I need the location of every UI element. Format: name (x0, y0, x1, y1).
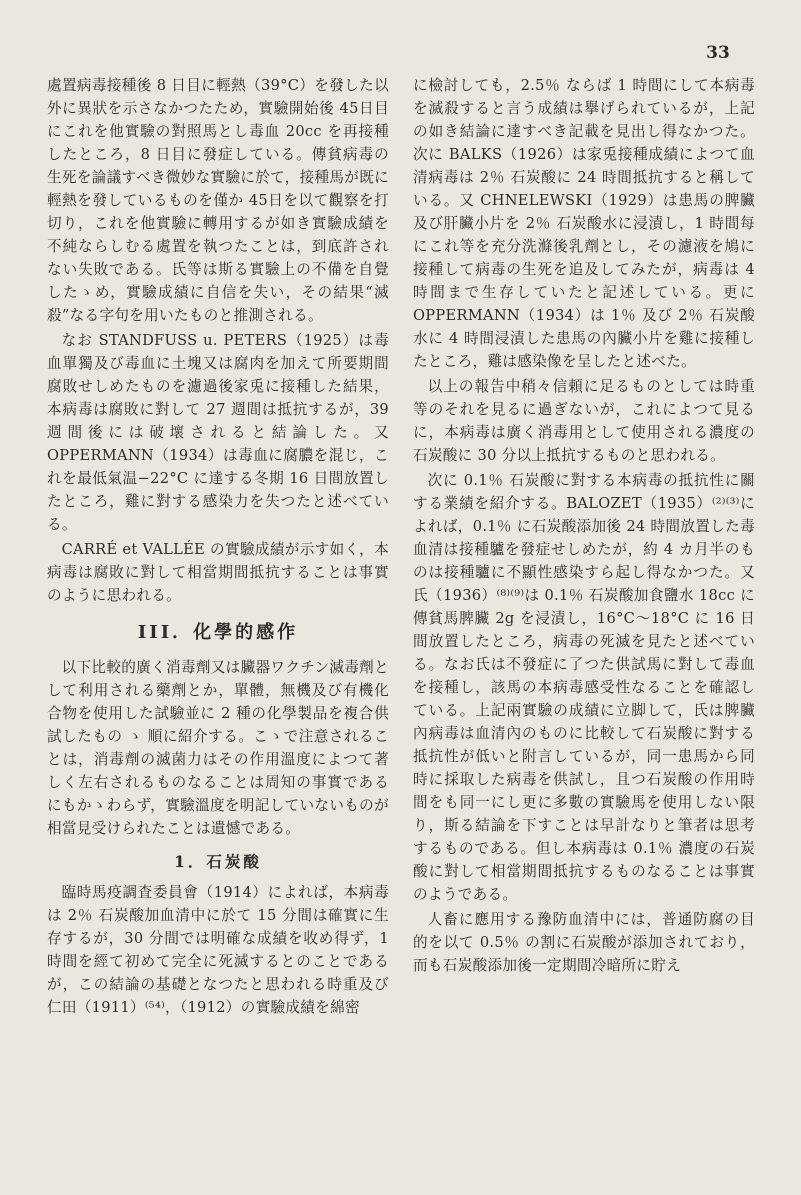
paragraph: なお STANDFUSS u. PETERS（1925）は毒血單獨及び毒血に土塊又は腐肉を加えて所要期間腐敗せしめたものを濾過後家兎に接種した結果，本病毒は腐敗に對して 27 週間は抵抗するが，39 週間後には破壞されると結論した。又 OPPERMANN（1934）は毒血に腐膿を混じ，これを最低氣温−22°C に達する冬期 16 日間放置したところ，雞に對する感染力を失つたと述べている。 (47, 332, 389, 533)
paragraph: 處置病毒接種後 8 日目に輕熱（39°C）を發した以外に異狀を示さなかつたため，實驗開始後 45日目にこれを他實驗の對照馬とし毒血 20cc を再接種したところ，8 日目に發症している。傳貧病毒の生死を論議すべき微妙な實驗に於て，接種馬が既に輕熱を發しているものを僅か 45日を以て觀察を打切り，これを他實驗に轉用するが如き實驗成績を不純ならしむる處置を執つたことは，到底許されない失敗である。氏等は斯る實驗上の不備を自覺したゝめ，實驗成績に自信を失い，その結果“滅殺”なる字句を用いたものと推測される。 (47, 77, 389, 324)
paragraph: 臨時馬疫調査委員會（1914）によれば，本病毒は 2％ 石炭酸加血清中に於て 15 分間は確實に生存するが，30 分間では明確な成績を收め得ず，1 時間を經て初めて完全に死滅するとのことであるが，この結論の基礎となつたと思われる時重及び仁田（1911）⁽⁵⁴⁾，（1912）の實驗成績を綿密 (47, 884, 389, 1016)
paragraph: 以上の報告中稍々信頼に足るものとしては時重等のそれを見るに過ぎないが，これによつて見るに，本病毒は廣く消毒用として使用される濃度の石炭酸に 30 分以上抵抗するものと思われる。 (413, 378, 755, 464)
right-column (413, 74, 755, 977)
page-number: 33 (706, 43, 730, 63)
paragraph: CARRÉ et VALLÉE の實驗成績が示す如く，本病毒は腐敗に對して相當期間抵抗することは事實のように思われる。 (47, 541, 389, 604)
paragraph: 人畜に應用する豫防血清中には，普通防腐の目的を以て 0.5％ の割に石炭酸が添加されており，而も石炭酸添加後一定期間冷暗所に貯え (413, 911, 755, 974)
left-column (47, 74, 389, 1019)
subsection-heading: 1．石炭酸 (174, 852, 262, 871)
paragraph: に檢討しても，2.5％ ならば 1 時間にして本病毒を滅殺すると言う成績は擧げられているが，上記の如き結論に達すべき記載を見出し得なかつた。次に BALKS（1926）は家兎接種成績によつて血清病毒は 2％ 石炭酸に 24 時間抵抗すると稱している。又 CHNELEWSKI（1929）は患馬の脾臟及び肝臟小片を 2％ 石炭酸水に浸漬し，1 時間每にこれ等を充分洗滌後乳劑とし，その濾液を鳩に接種して病毒の生死を追及してみたが，病毒は 4 時間まで生存していたと記述している。更に OPPERMANN（1934）は 1％ 及び 2％ 石炭酸水に 4 時間浸漬した患馬の內臟小片を雞に接種したところ，雞は感染像を呈したと述べた。 (413, 77, 755, 370)
paragraph: 次に 0.1％ 石炭酸に對する本病毒の抵抗性に關する業績を紹介する。BALOZET（1935）⁽²⁾⁽³⁾によれば，0.1％ に石炭酸添加後 24 時間放置した毒血清は接種驢を發症せしめたが，約 4 カ月半のものは接種驢に不顯性感染すら起し得なかつた。又氏（1936）⁽⁸⁾⁽⁹⁾は 0.1％ 石炭酸加食鹽水 18cc に傳貧馬脾臟 2g を浸漬し，16°C～18°C に 16 日間放置したところ，病毒の死滅を見たと述べている。なお氏は不發症に了つた供試馬に對して毒血を接種し，該馬の本病毒感受性なることを確認している。上記兩實驗の成績に立脚して，氏は脾臟內病毒は血清內のものに比較して石炭酸に對する抵抗性が低いと附言しているが，同一患馬から同時に採取した病毒を供試し，且つ石炭酸の作用時間をも同一にし更に多數の實驗馬を使用しない限り，斯る結論を下すことは早計なりと筆者は思考するものである。但し本病毒は 0.1％ 濃度の石炭酸に對して相當期間抵抗するものなることは事實のようである。 (413, 472, 755, 903)
section-heading: III．化學的感作 (137, 622, 299, 643)
paragraph: 以下比較的廣く消毒劑又は臟器ワクチン滅毒劑として利用される藥劑とか，單體，無機及び有機化合物を使用した試驗並に 2 種の化學製品を複合供試したもの ゝ 順に紹介する。こゝで注意されることは，消毒劑の滅菌力はその作用溫度によつて著しく左右されるものなることは周知の事實であるにもかゝわらず，實驗溫度を明記していないものが相當見受けられたことは遺憾である。 (47, 659, 389, 837)
